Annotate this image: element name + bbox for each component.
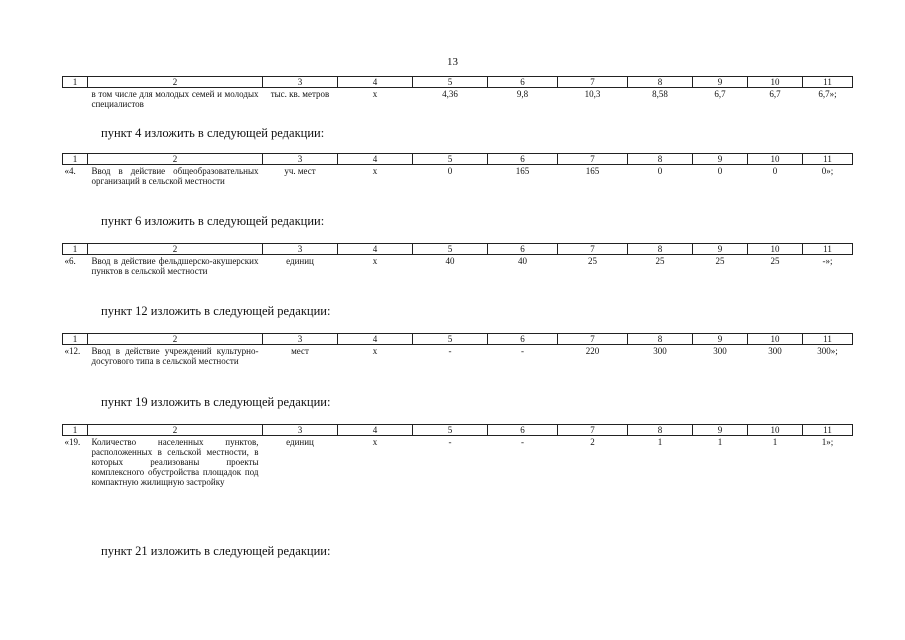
- header-cell: 6: [488, 77, 558, 88]
- unit-cell: единиц: [286, 256, 314, 266]
- table-row: [63, 88, 853, 110]
- header-row: [63, 154, 853, 165]
- header-cell: 7: [558, 244, 628, 255]
- value-cell: 0: [657, 166, 663, 176]
- value-cell: 1»;: [821, 437, 834, 447]
- header-cell: 11: [803, 77, 853, 88]
- header-cell: 2: [88, 425, 263, 436]
- header-cell: 4: [338, 77, 413, 88]
- value-cell: 0: [717, 166, 723, 176]
- value-cell: -»;: [822, 256, 833, 266]
- value-cell: 1: [717, 437, 723, 447]
- row-number: «6.: [64, 256, 76, 266]
- value-cell: 40: [445, 256, 455, 266]
- data-table: [62, 243, 853, 276]
- data-table: [62, 153, 853, 186]
- header-cell: 1: [63, 154, 88, 165]
- header-cell: 9: [693, 77, 748, 88]
- table-row: [63, 165, 853, 187]
- value-cell: 25: [715, 256, 725, 266]
- section-caption: пункт 19 изложить в следующей редакции:: [101, 395, 331, 409]
- header-cell: 11: [803, 244, 853, 255]
- value-cell: 9,8: [516, 89, 529, 99]
- header-row: [63, 334, 853, 345]
- value-cell: 8,58: [652, 89, 668, 99]
- value-cell: 25: [770, 256, 780, 266]
- header-cell: 4: [338, 425, 413, 436]
- header-cell: 10: [748, 154, 803, 165]
- header-row: [63, 244, 853, 255]
- indicator-name: Ввод в действие фельдшерско-акушерских пунктов в сельской местности: [91, 256, 259, 276]
- header-cell: 7: [558, 154, 628, 165]
- header-cell: 6: [488, 244, 558, 255]
- unit-cell: единиц: [286, 437, 314, 447]
- value-cell: 10,3: [584, 89, 601, 99]
- table-block-5: [62, 424, 852, 487]
- value-cell: 40: [518, 256, 527, 266]
- header-cell: 3: [263, 77, 338, 88]
- value-cell: -: [521, 346, 524, 356]
- header-cell: 7: [558, 334, 628, 345]
- table-row: [63, 345, 853, 367]
- section-caption: пункт 6 изложить в следующей редакции:: [101, 214, 325, 228]
- indicator-name: в том числе для молодых семей и молодых специалистов: [91, 89, 259, 109]
- header-cell: 1: [63, 334, 88, 345]
- header-cell: 3: [263, 334, 338, 345]
- value-cell: 1: [657, 437, 663, 447]
- value-cell: 4,36: [442, 89, 458, 99]
- header-cell: 10: [748, 77, 803, 88]
- row-number: «4.: [64, 166, 76, 176]
- indicator-name: Количество населенных пунктов, расположенных в сельской местности, в которых реализованы проекты комплексного обустройства площадок под компактную жилищную застройку: [91, 437, 259, 487]
- row-number: «19.: [64, 437, 81, 447]
- value-cell: 165: [585, 166, 600, 176]
- value-cell: х: [372, 256, 378, 266]
- value-cell: -: [521, 437, 524, 447]
- table-block-3: [62, 243, 852, 276]
- header-cell: 2: [88, 244, 263, 255]
- header-cell: 10: [748, 334, 803, 345]
- header-cell: 5: [413, 425, 488, 436]
- header-row: [63, 77, 853, 88]
- header-cell: 8: [628, 334, 693, 345]
- value-cell: 6,7: [714, 89, 726, 99]
- value-cell: 25: [655, 256, 665, 266]
- section-caption: пункт 21 изложить в следующей редакции:: [101, 544, 331, 558]
- value-cell: 0: [772, 166, 778, 176]
- value-cell: 165: [515, 166, 530, 176]
- value-cell: 300: [713, 346, 727, 356]
- header-cell: 6: [488, 154, 558, 165]
- indicator-name: Ввод в действие учреждений культурно-досугового типа в сельской местности: [91, 346, 259, 366]
- header-cell: 2: [88, 154, 263, 165]
- value-cell: 300: [653, 346, 667, 356]
- value-cell: 2: [590, 437, 595, 447]
- header-cell: 8: [628, 244, 693, 255]
- value-cell: 25: [588, 256, 597, 266]
- header-cell: 5: [413, 154, 488, 165]
- header-cell: 8: [628, 154, 693, 165]
- header-cell: 10: [748, 244, 803, 255]
- header-cell: 1: [63, 425, 88, 436]
- header-cell: 2: [88, 334, 263, 345]
- header-cell: 9: [693, 154, 748, 165]
- table-row: [63, 255, 853, 277]
- header-cell: 5: [413, 334, 488, 345]
- header-cell: 9: [693, 334, 748, 345]
- value-cell: 300: [768, 346, 782, 356]
- table-block-4: [62, 333, 852, 366]
- header-cell: 11: [803, 425, 853, 436]
- value-cell: -: [448, 437, 452, 447]
- unit-cell: уч. мест: [284, 166, 316, 176]
- value-cell: х: [372, 166, 378, 176]
- value-cell: 6,7»;: [818, 89, 837, 99]
- header-cell: 2: [88, 77, 263, 88]
- header-cell: 4: [338, 154, 413, 165]
- unit-cell: мест: [291, 346, 309, 356]
- header-cell: 9: [693, 244, 748, 255]
- header-cell: 5: [413, 244, 488, 255]
- table-row: [63, 436, 853, 488]
- header-cell: 9: [693, 425, 748, 436]
- header-cell: 4: [338, 334, 413, 345]
- value-cell: 220: [585, 346, 600, 356]
- section-caption: пункт 12 изложить в следующей редакции:: [101, 304, 331, 318]
- section-caption: пункт 4 изложить в следующей редакции:: [101, 126, 325, 140]
- header-cell: 10: [748, 425, 803, 436]
- header-cell: 8: [628, 77, 693, 88]
- table-block-2: [62, 153, 852, 186]
- value-cell: х: [372, 437, 378, 447]
- data-table: [62, 76, 853, 109]
- header-row: [63, 425, 853, 436]
- header-cell: 7: [558, 425, 628, 436]
- header-cell: 3: [263, 154, 338, 165]
- header-cell: 1: [63, 244, 88, 255]
- value-cell: 300»;: [817, 346, 838, 356]
- value-cell: х: [372, 89, 378, 99]
- header-cell: 7: [558, 77, 628, 88]
- value-cell: 0»;: [821, 166, 834, 176]
- data-table: [62, 424, 853, 487]
- table-block-1: [62, 76, 852, 109]
- value-cell: 0: [447, 166, 453, 176]
- indicator-name: Ввод в действие общеобразовательных организаций в сельской местности: [91, 166, 259, 186]
- header-cell: 11: [803, 154, 853, 165]
- header-cell: 3: [263, 425, 338, 436]
- data-table: [62, 333, 853, 366]
- value-cell: х: [372, 346, 378, 356]
- header-cell: 6: [488, 425, 558, 436]
- header-cell: 6: [488, 334, 558, 345]
- header-cell: 3: [263, 244, 338, 255]
- header-cell: 11: [803, 334, 853, 345]
- value-cell: 1: [772, 437, 778, 447]
- value-cell: -: [448, 346, 452, 356]
- header-cell: 5: [413, 77, 488, 88]
- row-number: [63, 88, 88, 110]
- value-cell: 6,7: [769, 89, 781, 99]
- unit-cell: тыс. кв. метров: [270, 89, 330, 99]
- page-number: 13: [447, 56, 458, 68]
- header-cell: 1: [63, 77, 88, 88]
- header-cell: 8: [628, 425, 693, 436]
- header-cell: 4: [338, 244, 413, 255]
- row-number: «12.: [64, 346, 81, 356]
